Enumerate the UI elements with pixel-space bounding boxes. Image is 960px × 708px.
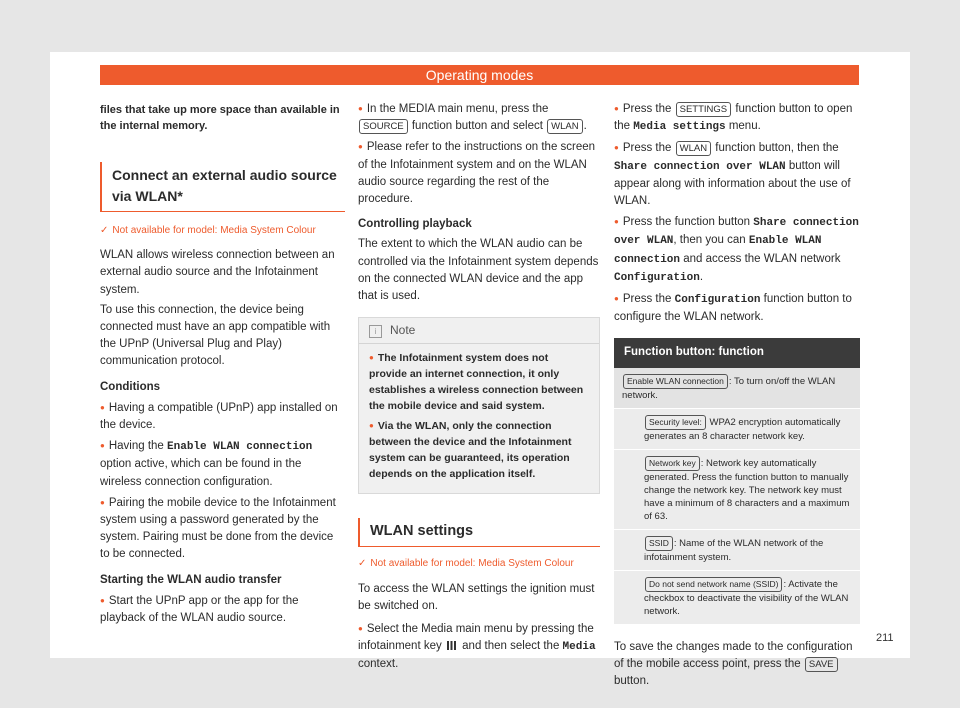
text: function button to open the [614,103,853,133]
section-title-wlan-audio: Connect an external audio source via WLAN* [100,162,345,212]
note-box [358,317,600,494]
not-available-text: Not available for model: Media System Colour [112,225,316,236]
list-item [100,437,345,491]
row-text: : Activate the checkbox to deactivate the visibility of the WLAN network. [644,578,849,617]
page-number: 211 [876,632,894,644]
text: function button, then the [715,142,839,155]
list-item: ● Please refer to the instructions on the screen of the Infotainment system and on the WLAN audio source regarding the rest of the procedure. [358,138,600,208]
code-label: Enable WLAN connection [614,235,822,266]
text: and access the WLAN network [683,252,841,265]
paragraph: To access the WLAN settings the ignition must be switched on. [358,582,595,612]
row-text: : Name of the WLAN network of the infotainment system. [644,537,824,563]
table-header: Function button: function [614,338,860,367]
table-row [614,571,860,625]
info-icon: i [369,325,382,338]
list-item [358,620,600,674]
list-item: ● Pairing the mobile device to the Infotainment system using a password generated by the system. Pairing must be done from the device to be connected. [100,494,345,564]
wlan-key: WLAN [547,119,582,134]
text: menu. [728,120,761,133]
text: To save the changes made to the configuration of the mobile access point, press the [614,640,853,670]
text: and then select the [462,640,560,653]
text: Press the [622,293,672,306]
list-item: ● Having a compatible (UPnP) app installed on the device. [100,399,345,434]
paragraph: To use this connection, the device being connected must have an app compatible with the UPnP (Universal Plug and Play) communication protocol. [100,303,331,368]
text: function button to configure the WLAN network. [614,293,852,324]
text: . [583,120,587,133]
text: In the MEDIA main menu, press the [366,103,549,115]
starting-heading: Starting the WLAN audio transfer [100,573,282,586]
table-row [614,409,860,450]
code-label: Enable WLAN connection [167,441,313,454]
text: . [699,270,704,283]
code-label: Share connection over WLAN [614,160,786,173]
column-3 [614,100,860,693]
check-icon: ✓ [358,558,367,570]
note-header [359,318,599,344]
function-key: SSID [645,536,673,551]
wlan-key: WLAN [676,141,711,156]
table-row [614,368,860,409]
row-text: WPA2 encryption automatically generates an 8 character network key. [644,416,841,442]
check-icon: ✓ [100,225,109,236]
list-item: ● Start the UPnP app or the app for the playback of the WLAN audio source. [100,592,345,627]
text: button will appear along with information about the use of WLAN. [614,159,851,208]
code-label: Media settings [633,121,726,134]
function-table [614,338,860,624]
list-item [614,139,860,210]
save-key: SAVE [805,657,838,672]
not-available-note [100,222,345,239]
table-row [614,450,860,530]
function-key: Network key [645,456,700,471]
column-1 [100,102,345,630]
text: Press the [622,103,672,115]
function-key: Do not send network name (SSID) [645,577,782,592]
code-label: Configuration [674,294,761,307]
text: context. [358,658,399,671]
text: option active, which can be found in the wireless connection configuration. [100,458,302,488]
note-title: Note [390,323,416,338]
function-key: Enable WLAN connection [623,374,728,389]
intro-text: files that take up more space than available in the internal memory. [100,104,340,132]
note-item: ● Via the WLAN, only the connection between the device and the Infotainment system can be guaranteed, its operation depends on the application itself. [369,418,589,482]
media-menu-icon [447,641,457,650]
text: , then you can [673,234,746,247]
note-item: ● The Infotainment system does not provide an internet connection, it only establishes a wireless connection between the mobile device and said system. [369,350,589,414]
text: Select the Media main menu by pressing the infotainment key [358,623,594,653]
text: Having the [108,440,164,453]
function-key: Security level: [645,415,706,430]
list-item [614,100,860,136]
controlling-heading: Controlling playback [358,218,472,231]
code-label: Media [562,641,596,654]
not-available-text: Not available for model: Media System Colour [370,558,574,570]
paragraph [614,639,860,691]
note-body [359,344,599,493]
table-row [614,530,860,571]
list-item [614,213,860,287]
list-item [358,100,600,135]
settings-key: SETTINGS [676,102,732,117]
list-item [614,290,860,326]
text: Press the [622,142,672,155]
row-text: : Network key automatically generated. Press the function button to manually change the network key. The network key must have a minimum of 8 characters and a maximum of 63. [644,457,850,522]
text: button. [614,675,650,688]
section-title-wlan-settings: WLAN settings [358,518,600,547]
paragraph: WLAN allows wireless connection between an external audio source and the Infotainment system. [100,249,335,296]
conditions-heading: Conditions [100,380,161,393]
code-label: Share connection over WLAN [614,217,859,248]
source-key: SOURCE [359,119,408,134]
paragraph: The extent to which the WLAN audio can be controlled via the Infotainment system depends on the connected WLAN device and the app that is used. [358,238,599,303]
column-2 [358,100,600,677]
text: function button and select [411,120,543,133]
page-header: Operating modes [100,65,859,85]
row-text: : To turn on/off the WLAN network. [622,375,836,401]
not-available-note [358,555,600,572]
text: Press the function button [622,216,751,229]
code-label: Configuration [614,271,700,284]
